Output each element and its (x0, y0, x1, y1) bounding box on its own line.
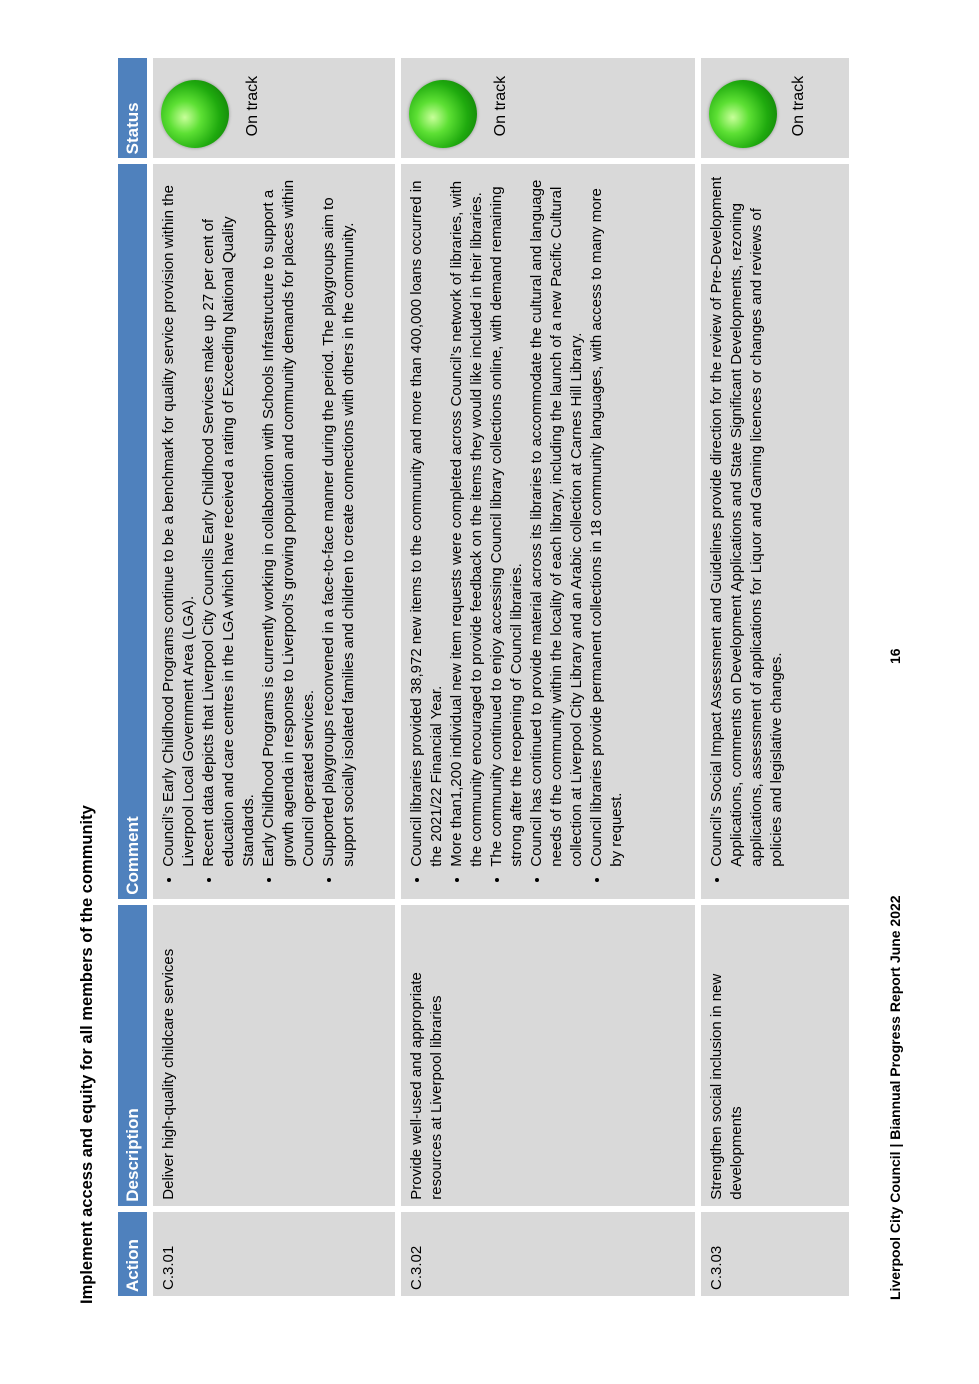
action-code: C.3.01 (153, 1212, 395, 1296)
status-cell (701, 58, 849, 158)
actions-table (112, 52, 855, 1302)
action-description: Provide well-used and appropriate resources at Liverpool libraries (401, 905, 695, 1206)
column-header-description: Description (118, 905, 147, 1206)
page-number: 16 (887, 648, 903, 664)
comment-item: • Council libraries provided 38,972 new items to the community and more than 400,000 loans occurred in the 2021/22 Financial Year. (407, 170, 447, 866)
status-indicator-icon (409, 80, 477, 148)
comment-item: • Council’s Social Impact Assessment and Guidelines provide direction for the review of Pre-Development Applications, comments on Development Applications and State Significant Developments, rezoning applications, assessment of applications for Liquor and Gaming licences or changes and reviews of policies and legislative changes. (707, 170, 787, 866)
status-label: On track (790, 75, 807, 137)
column-header-status: Status (118, 58, 147, 158)
column-header-action: Action (118, 1212, 147, 1296)
comment-cell (401, 164, 695, 898)
table-header-row (118, 58, 147, 1296)
comment-item: • Council has continued to provide material across its libraries to accommodate the cultural and language needs of the community within the locality of each library, including the launch of a new Pacific Cultural collection at Liverpool City Library and an Arabic collection at Carnes Hill Library. (527, 170, 587, 866)
comment-list (707, 170, 787, 892)
action-code: C.3.02 (401, 1212, 695, 1296)
page-footer: Liverpool City Council | Biannual Progress Report June 2022 (887, 895, 903, 1300)
comment-list (407, 170, 627, 892)
comment-item: • Recent data depicts that Liverpool City Councils Early Childhood Services make up 27 per cent of education and care centres in the LGA which have received a rating of Exceeding National Quality Standards. (199, 170, 259, 866)
action-description: Deliver high-quality childcare services (153, 905, 395, 1206)
comment-cell (701, 164, 849, 898)
column-header-comment: Comment (118, 164, 147, 898)
comment-item: • The community continued to enjoy accessing Council library collections online, with demand remaining strong after the reopening of Council libraries. (487, 170, 527, 866)
status-label: On track (244, 75, 261, 137)
comment-list (159, 170, 359, 892)
comment-item: • More than1,200 individual new item requests were completed across Council’s network of libraries, with the community encouraged to provide feedback on the items they would like included in their libraries. (447, 170, 487, 866)
action-description: Strengthen social inclusion in new developments (701, 905, 849, 1206)
comment-item: • Supported playgroups reconvened in a face-to-face manner during the period. The playgroups aim to support socially isolated families and children to create connections with others in the community. (319, 170, 359, 866)
comment-cell (153, 164, 395, 898)
comment-item: • Early Childhood Programs is currently working in collaboration with Schools Infrastructure to support a growth agenda in response to Liverpool’s growing population and community demands for places within Council operated services. (259, 170, 319, 866)
status-cell (401, 58, 695, 158)
table-row (153, 58, 395, 1296)
status-label: On track (492, 75, 509, 137)
status-cell (153, 58, 395, 158)
action-code: C.3.03 (701, 1212, 849, 1296)
table-row (701, 58, 849, 1296)
comment-item: • Council’s Early Childhood Programs continue to be a benchmark for quality service provision within the Liverpool Local Government Area (LGA). (159, 170, 199, 866)
table-row (401, 58, 695, 1296)
comment-item: • Council libraries provide permanent collections in 18 community languages, with access to many more by request. (587, 170, 627, 866)
status-indicator-icon (161, 80, 229, 148)
section-heading: Implement access and equity for all members of the community (78, 805, 96, 1304)
status-indicator-icon (709, 80, 777, 148)
